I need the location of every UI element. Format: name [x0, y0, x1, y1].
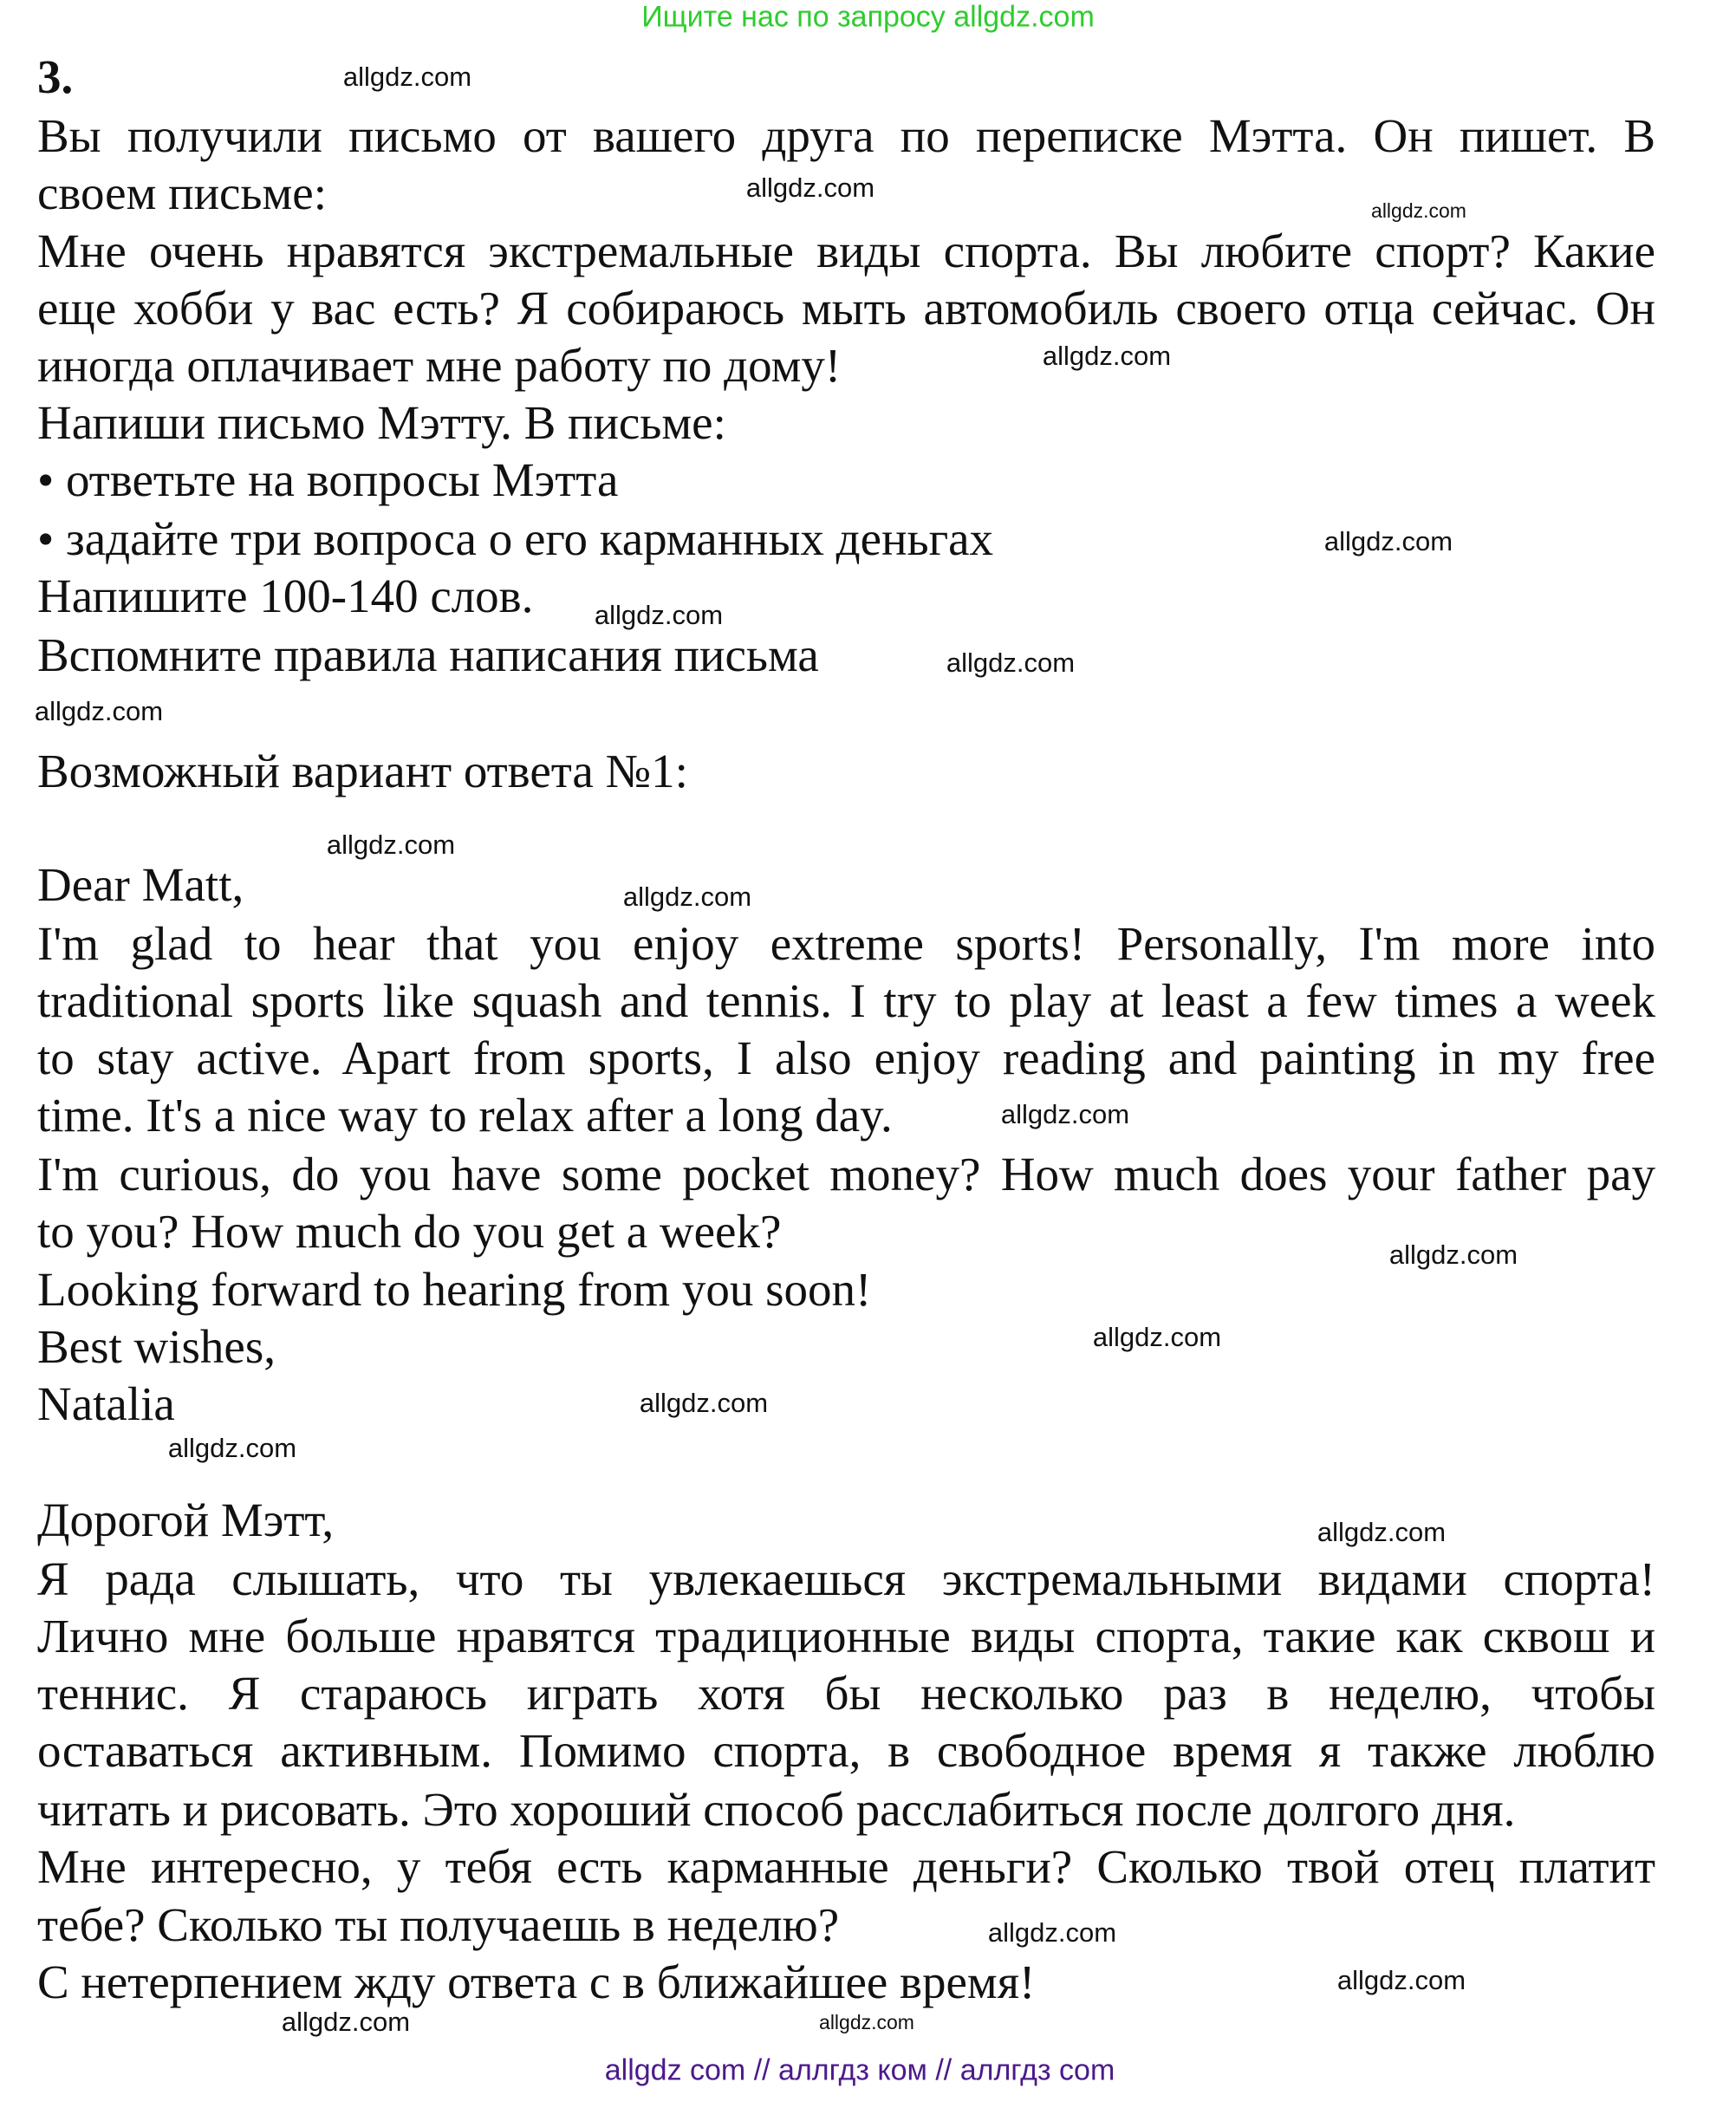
text-line: Мне очень нравятся экстремальные виды спорта. Вы любите спорт? Какие: [37, 224, 1655, 277]
watermark: allgdz.com: [639, 1388, 769, 1418]
text-line: • ответьте на вопросы Мэтта: [37, 453, 619, 506]
text-line: Best wishes,: [37, 1320, 276, 1373]
text-line: еще хобби у вас есть? Я собираюсь мыть автомобиль своего отца сейчас. Он: [37, 282, 1655, 335]
text-line: Лично мне больше нравятся традиционные виды спорта, такие как сквош и: [37, 1610, 1655, 1662]
watermark: allgdz.com: [1336, 1965, 1466, 1995]
text-line: С нетерпением жду ответа с в ближайшее время!: [37, 1955, 1036, 2008]
watermark: allgdz.com: [281, 2007, 411, 2037]
text-line: Мне интересно, у тебя есть карманные деньги? Сколько твой отец платит: [37, 1840, 1655, 1893]
text-line: Вы получили письмо от вашего друга по переписке Мэтта. Он пишет. В: [37, 109, 1655, 162]
watermark: allgdz.com: [34, 696, 164, 726]
watermark: allgdz.com: [1042, 341, 1172, 371]
watermark: allgdz.com: [1388, 1239, 1518, 1270]
text-line: Возможный вариант ответа №1:: [37, 745, 688, 797]
watermark: allgdz.com: [167, 1433, 297, 1463]
site-banner[interactable]: Ищите нас по запросу allgdz.com: [641, 0, 1095, 34]
watermark: allgdz.com: [342, 62, 472, 92]
text-line: I'm curious, do you have some pocket money? How much does your father pay: [37, 1148, 1655, 1200]
watermark: allgdz.com: [745, 172, 875, 203]
text-line: своем письме:: [37, 166, 328, 219]
text-line: Natalia: [37, 1377, 175, 1430]
text-line: traditional sports like squash and tennis. I try to play at least a few times a week: [37, 974, 1655, 1027]
text-line: Напишите 100-140 слов.: [37, 569, 534, 622]
site-footer-link[interactable]: allgdz com // аллгдз ком // аллгдз com: [604, 2053, 1115, 2087]
watermark: allgdz.com: [946, 647, 1076, 678]
text-line: Дорогой Мэтт,: [37, 1493, 335, 1546]
text-line: time. It's a nice way to relax after a long day.: [37, 1089, 893, 1142]
text-line: читать и рисовать. Это хороший способ расслабиться после долгого дня.: [37, 1783, 1516, 1836]
watermark: allgdz.com: [1371, 199, 1466, 222]
text-line: Вспомните правила написания письма: [37, 628, 819, 681]
watermark: allgdz.com: [326, 830, 456, 860]
text-line: Я рада слышать, что ты увлекаешься экстремальными видами спорта!: [37, 1552, 1655, 1605]
text-line: оставаться активным. Помимо спорта, в свободное время я также люблю: [37, 1724, 1655, 1777]
text-line: to you? How much do you get a week?: [37, 1205, 782, 1258]
text-line: I'm glad to hear that you enjoy extreme sports! Personally, I'm more into: [37, 917, 1655, 970]
watermark: allgdz.com: [819, 2011, 914, 2033]
text-line: тебе? Сколько ты получаешь в неделю?: [37, 1898, 840, 1951]
watermark: allgdz.com: [1323, 526, 1453, 556]
text-line: • задайте три вопроса о его карманных деньгах: [37, 512, 994, 565]
text-line: Напиши письмо Мэтту. В письме:: [37, 396, 726, 449]
watermark: allgdz.com: [1092, 1322, 1222, 1352]
watermark: allgdz.com: [594, 600, 724, 630]
watermark: allgdz.com: [1000, 1099, 1130, 1129]
text-line: to stay active. Apart from sports, I also enjoy reading and painting in my free: [37, 1031, 1655, 1084]
text-line: теннис. Я стараюсь играть хотя бы несколько раз в неделю, чтобы: [37, 1667, 1655, 1720]
task-number: 3.: [37, 50, 74, 103]
watermark: allgdz.com: [622, 882, 752, 912]
watermark: allgdz.com: [987, 1917, 1117, 1948]
watermark: allgdz.com: [1317, 1517, 1447, 1547]
text-line: Dear Matt,: [37, 858, 244, 911]
text-line: Looking forward to hearing from you soon!: [37, 1263, 872, 1316]
text-line: иногда оплачивает мне работу по дому!: [37, 339, 842, 392]
